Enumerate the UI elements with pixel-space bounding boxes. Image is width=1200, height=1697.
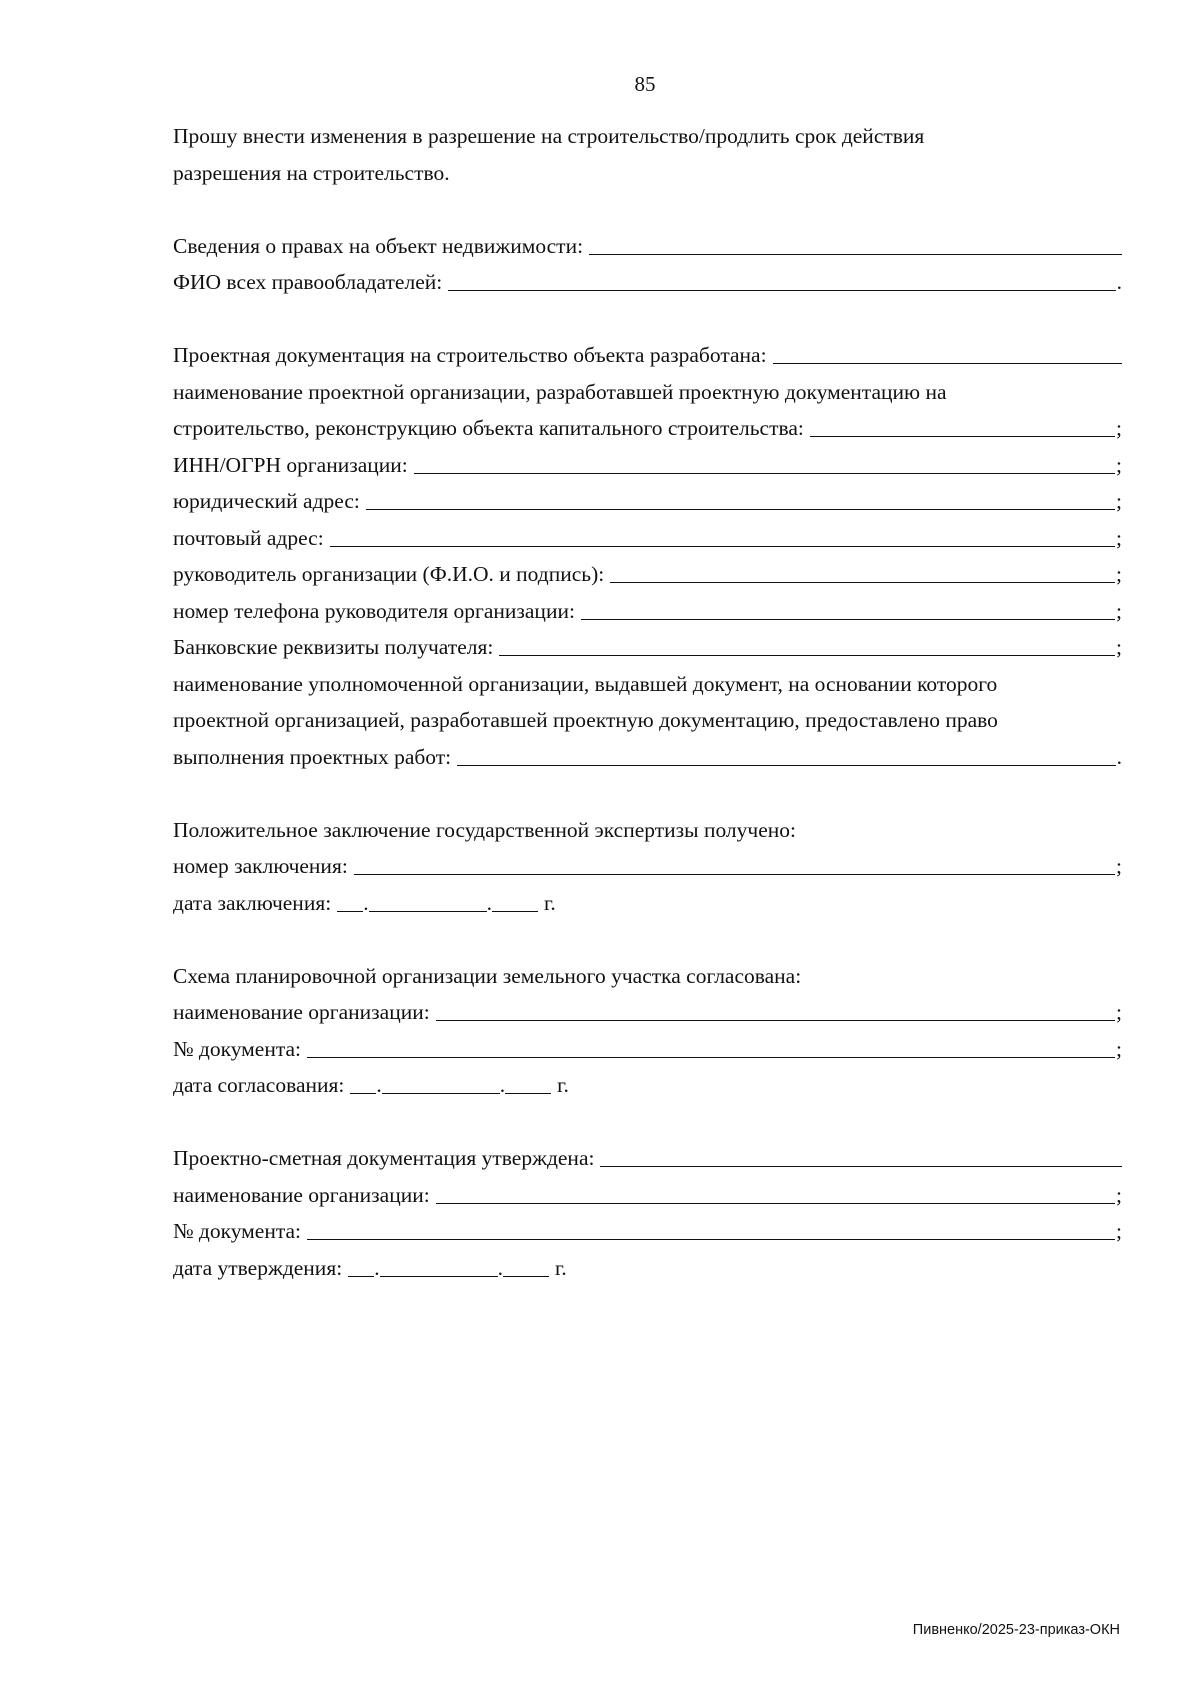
project-developed-label: Проектная документация на строительство объекта разработана: xyxy=(173,343,767,367)
scheme-date-row: дата согласования: . . г. xyxy=(173,1073,569,1097)
project-org-name-row-1: наименование проектной организации, разработавшей проектную документацию на xyxy=(173,379,947,404)
authorized-org-field[interactable] xyxy=(457,743,1115,766)
project-developed-field[interactable] xyxy=(773,341,1122,364)
footer-document-code: Пивненко/2025-23-приказ-ОКН xyxy=(912,1622,1120,1638)
expertise-title: Положительное заключение государственной экспертизы получено: xyxy=(173,817,796,842)
estimate-approved-field[interactable] xyxy=(600,1144,1122,1167)
expertise-date-year-field[interactable] xyxy=(492,889,538,912)
estimate-date-day-field[interactable] xyxy=(348,1254,374,1277)
scheme-title: Схема планировочной организации земельного участка согласована: xyxy=(173,963,802,988)
estimate-title-row: Проектно-сметная документация утверждена: xyxy=(173,1140,1122,1177)
bank-details-row: Банковские реквизиты получателя: ; xyxy=(173,635,1122,659)
estimate-date-month-field[interactable] xyxy=(380,1254,498,1277)
expertise-date-month-field[interactable] xyxy=(369,889,487,912)
head-phone-field[interactable] xyxy=(581,597,1115,620)
scheme-org-row: наименование организации: ; xyxy=(173,1000,1122,1024)
project-org-name-row-2: строительство, реконструкцию объекта капитального строительства: ; xyxy=(173,416,1122,440)
owners-fio-field[interactable] xyxy=(448,268,1115,291)
application-form-body xyxy=(173,118,1122,1286)
inn-ogrn-row: ИНН/ОГРН организации: ; xyxy=(173,452,1122,477)
authorized-org-row-1: наименование уполномоченной организации, выдавшей документ, на основании которого xyxy=(173,671,998,696)
estimate-doc-field[interactable] xyxy=(307,1217,1115,1240)
expertise-date-row: дата заключения: . . г. xyxy=(173,890,556,915)
scheme-date-day-field[interactable] xyxy=(350,1071,376,1094)
rights-info-row xyxy=(173,228,1122,265)
head-phone-row: номер телефона руководителя организации: ; xyxy=(173,598,1122,623)
legal-address-row: юридический адрес: ; xyxy=(173,489,1122,513)
estimate-org-field[interactable] xyxy=(436,1181,1115,1204)
estimate-date-year-field[interactable] xyxy=(503,1254,549,1277)
expertise-number-field[interactable] xyxy=(354,852,1115,875)
head-row: руководитель организации (Ф.И.О. и подпись): ; xyxy=(173,562,1122,586)
project-developed-row xyxy=(173,337,1122,374)
postal-address-field[interactable] xyxy=(330,524,1115,547)
postal-address-row: почтовый адрес: ; xyxy=(173,525,1122,550)
rights-info-field[interactable] xyxy=(589,232,1122,255)
scheme-org-field[interactable] xyxy=(436,998,1115,1021)
inn-ogrn-field[interactable] xyxy=(414,451,1115,474)
legal-address-field[interactable] xyxy=(366,487,1115,510)
head-field[interactable] xyxy=(610,560,1115,583)
bank-details-field[interactable] xyxy=(499,633,1115,656)
project-org-name-field[interactable] xyxy=(810,414,1115,437)
scheme-doc-row: № документа: ; xyxy=(173,1036,1122,1061)
estimate-doc-row: № документа: ; xyxy=(173,1219,1122,1243)
expertise-number-row: номер заключения: ; xyxy=(173,854,1122,878)
scheme-date-month-field[interactable] xyxy=(382,1071,500,1094)
authorized-org-row-3: выполнения проектных работ: . xyxy=(173,744,1122,769)
request-line-1: Прошу внести изменения в разрешение на строительство/продлить срок действия xyxy=(173,124,925,148)
scheme-date-year-field[interactable] xyxy=(505,1071,551,1094)
expertise-date-day-field[interactable] xyxy=(337,889,363,912)
owners-fio-row: ФИО всех правообладателей: . xyxy=(173,264,1122,301)
authorized-org-row-2: проектной организацией, разработавшей проектную документацию, предоставлено право xyxy=(173,708,998,732)
owners-fio-label: ФИО всех правообладателей: xyxy=(173,270,443,294)
page-number: 85 xyxy=(634,72,656,96)
rights-info-label: Сведения о правах на объект недвижимости: xyxy=(173,233,584,258)
estimate-org-row: наименование организации: ; xyxy=(173,1182,1122,1207)
request-line-2: разрешения на строительство. xyxy=(173,160,450,185)
estimate-date-row: дата утверждения: . . г. xyxy=(173,1255,567,1280)
scheme-doc-field[interactable] xyxy=(307,1035,1115,1058)
